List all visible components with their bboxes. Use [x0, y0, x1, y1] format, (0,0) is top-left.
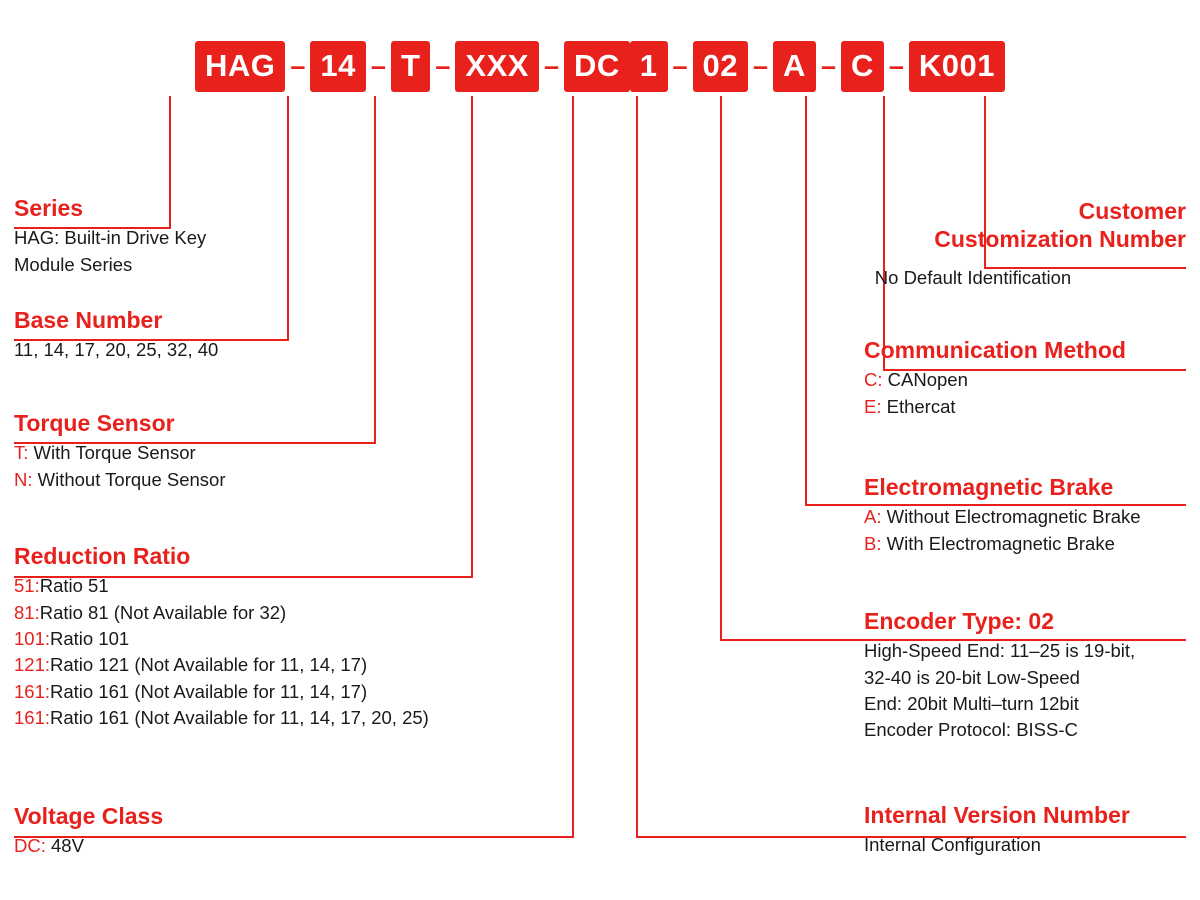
- code-chip-base-number: 14: [310, 41, 365, 92]
- code-chip-communication-method: C: [841, 41, 884, 92]
- reduction-ratio-row: [14, 705, 614, 731]
- customer-customization-heading-line-2: Customization Number: [934, 225, 1186, 252]
- block-voltage-class: [14, 803, 434, 860]
- series-line-1: HAG: Built-in Drive Key: [14, 227, 207, 249]
- encoder-type-line-2: 32-40 is 20-bit Low-Speed: [864, 666, 1080, 688]
- voltage-class-option-1-key: DC:: [14, 835, 46, 857]
- code-chip-torque-sensor: T: [391, 41, 430, 92]
- communication-method-option-1-key: C:: [864, 369, 883, 391]
- block-series: [14, 195, 434, 278]
- encoder-type-line-3: End: 20bit Multi–turn 12bit: [864, 692, 1079, 714]
- reduction-ratio-row-key: 121:: [14, 654, 51, 676]
- block-encoder-type: [864, 608, 1196, 744]
- torque-sensor-option-1: [14, 440, 434, 466]
- code-chip-customer-customization: K001: [909, 41, 1005, 92]
- code-chip-encoder-type: 02: [693, 41, 748, 92]
- code-chip-reduction-ratio: XXX: [455, 41, 539, 92]
- code-dash: –: [370, 50, 386, 81]
- reduction-ratio-row-text: Ratio 161 (Not Available for 11, 14, 17, 20, 25): [50, 706, 429, 728]
- voltage-class-option-1: [14, 833, 434, 859]
- electromagnetic-brake-option-1-key: A:: [864, 506, 882, 528]
- block-electromagnetic-brake: [864, 474, 1200, 557]
- electromagnetic-brake-option-1: [864, 504, 1200, 530]
- block-internal-version: [864, 802, 1196, 859]
- torque-sensor-option-2-text: Without Torque Sensor: [37, 468, 226, 490]
- communication-method-heading: Communication Method: [864, 337, 1126, 363]
- encoder-type-heading: Encoder Type: 02: [864, 608, 1055, 634]
- reduction-ratio-row-key: 51:: [14, 575, 40, 597]
- voltage-class-option-1-text: 48V: [51, 835, 84, 857]
- leader-electromagnetic-brake: [806, 96, 1186, 505]
- code-chip-series: HAG: [195, 41, 285, 92]
- block-communication-method: [864, 337, 1194, 420]
- base-number-values: 11, 14, 17, 20, 25, 32, 40: [14, 339, 219, 361]
- code-chip-electromagnetic-brake: A: [773, 41, 816, 92]
- customer-customization-note: No Default Identification: [874, 267, 1072, 289]
- reduction-ratio-row-key: 161:: [14, 680, 51, 702]
- reduction-ratio-row-text: Ratio 121 (Not Available for 11, 14, 17): [50, 654, 368, 676]
- code-dash: –: [820, 50, 836, 81]
- code-dash: –: [435, 50, 451, 81]
- encoder-type-line-1: High-Speed End: 11–25 is 19-bit,: [864, 640, 1136, 662]
- reduction-ratio-row-key: 161:: [14, 706, 51, 728]
- customer-customization-heading-line-1: Customer: [1078, 198, 1186, 224]
- electromagnetic-brake-option-2-text: With Electromagnetic Brake: [886, 532, 1115, 554]
- reduction-ratio-row: [14, 626, 614, 652]
- electromagnetic-brake-option-2-key: B:: [864, 532, 882, 554]
- encoder-type-line-4: Encoder Protocol: BISS-C: [864, 719, 1078, 741]
- reduction-ratio-row: [14, 652, 614, 678]
- code-chip-internal-version: 1: [630, 41, 668, 92]
- series-heading: Series: [14, 195, 84, 221]
- communication-method-option-2-text: Ethercat: [886, 395, 956, 417]
- torque-sensor-option-2-key: N:: [14, 468, 33, 490]
- electromagnetic-brake-heading: Electromagnetic Brake: [864, 474, 1114, 500]
- communication-method-option-1-text: CANopen: [887, 369, 968, 391]
- reduction-ratio-row-key: 81:: [14, 601, 40, 623]
- reduction-ratio-row: [14, 679, 614, 705]
- reduction-ratio-row-text: Ratio 51: [39, 575, 109, 597]
- code-dash: –: [672, 50, 688, 81]
- block-torque-sensor: [14, 410, 434, 493]
- reduction-ratio-heading: Reduction Ratio: [14, 543, 191, 569]
- reduction-ratio-row-text: Ratio 161 (Not Available for 11, 14, 17): [50, 680, 368, 702]
- code-dash: –: [543, 50, 559, 81]
- electromagnetic-brake-option-2: [864, 531, 1200, 557]
- block-customer-customization: [760, 198, 1186, 291]
- electromagnetic-brake-option-1-text: Without Electromagnetic Brake: [886, 506, 1141, 528]
- reduction-ratio-row-text: Ratio 81 (Not Available for 32): [39, 601, 287, 623]
- torque-sensor-option-2: [14, 467, 434, 493]
- series-line-2: Module Series: [14, 253, 133, 275]
- code-chip-voltage-class: DC: [564, 41, 630, 92]
- internal-version-heading: Internal Version Number: [864, 802, 1130, 828]
- reduction-ratio-row-key: 101:: [14, 627, 51, 649]
- communication-method-option-1: [864, 367, 1194, 393]
- block-base-number: [14, 307, 434, 364]
- communication-method-option-2-key: E:: [864, 395, 882, 417]
- code-dash: –: [888, 50, 904, 81]
- block-reduction-ratio: [14, 543, 614, 731]
- communication-method-option-2: [864, 394, 1194, 420]
- base-number-heading: Base Number: [14, 307, 163, 333]
- internal-version-note: Internal Configuration: [864, 834, 1041, 856]
- reduction-ratio-row: [14, 600, 614, 626]
- torque-sensor-heading: Torque Sensor: [14, 410, 175, 436]
- code-dash: –: [290, 50, 306, 81]
- part-number-code-row: [0, 38, 1200, 94]
- reduction-ratio-row-text: Ratio 101: [50, 627, 130, 649]
- torque-sensor-option-1-text: With Torque Sensor: [33, 442, 196, 464]
- reduction-ratio-row: [14, 573, 614, 599]
- code-dash: –: [753, 50, 769, 81]
- torque-sensor-option-1-key: T:: [14, 442, 29, 464]
- voltage-class-heading: Voltage Class: [14, 803, 164, 829]
